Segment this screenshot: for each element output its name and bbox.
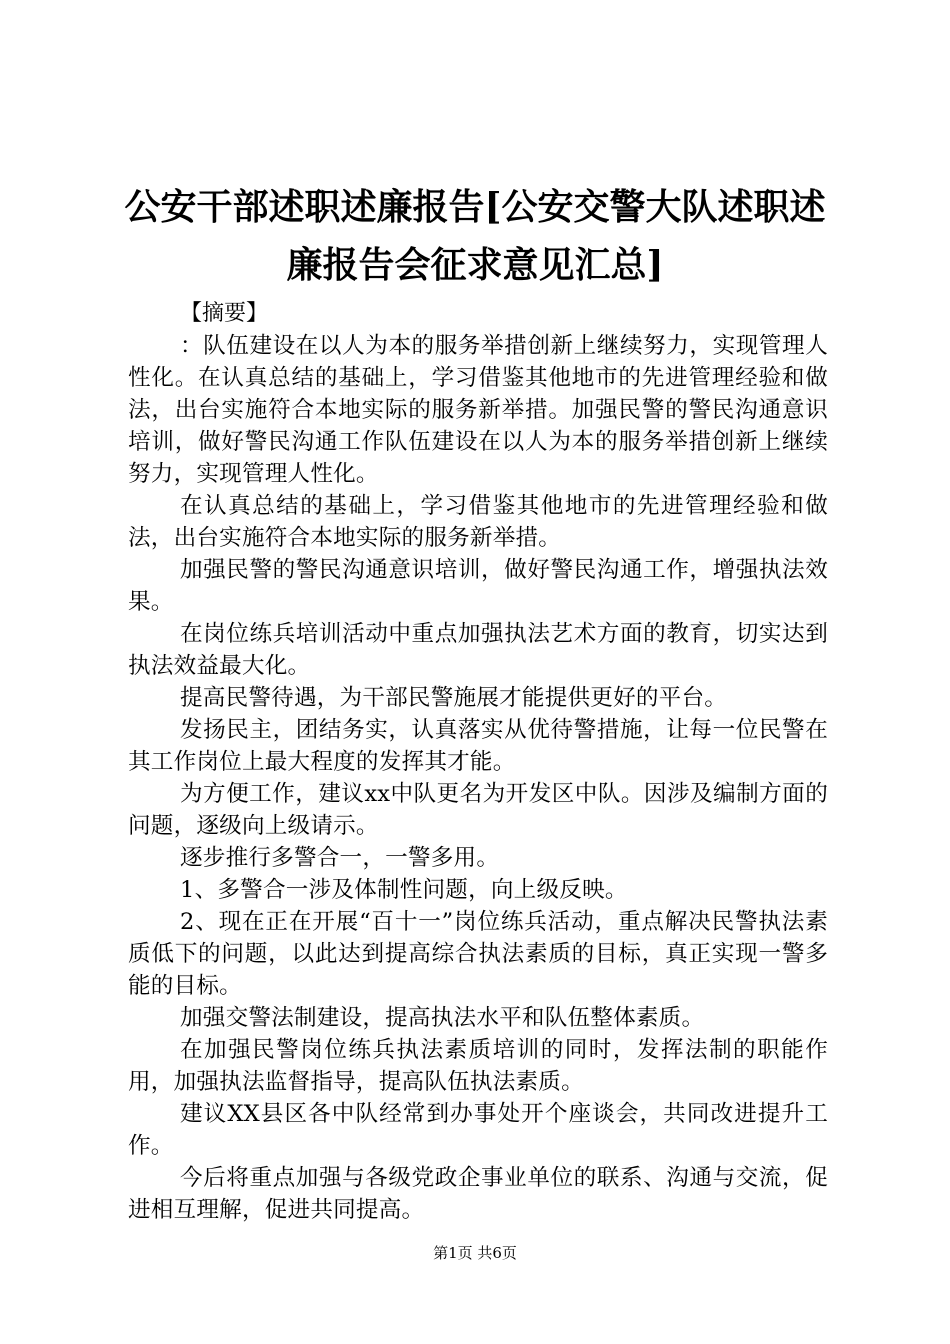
title-line-1: 公安干部述职述廉报告[公安交警大队述职述 (124, 186, 826, 228)
document-title (120, 178, 830, 294)
abstract-label: 【摘要】 (180, 301, 269, 326)
paragraph: ：队伍建设在以人为本的服务举措创新上继续努力，实现管理人性化。在认真总结的基础上，学习借鉴其他地市的先进管理经验和做法，出台实施符合本地实际的服务新举措。加强民警的警民沟通意识培训，做好警民沟通工作队伍建设在以人为本的服务举措创新上继续努力，实现管理人性化。 (128, 333, 828, 487)
title-line-2: 廉报告会征求意见汇总] (286, 244, 664, 286)
paragraph: 建议XX县区各中队经常到办事处开个座谈会，共同改进提升工作。 (128, 1101, 828, 1159)
paragraph: 1、多警合一涉及体制性问题，向上级反映。 (180, 877, 628, 903)
paragraph: 逐步推行多警合一，一警多用。 (180, 845, 500, 871)
paragraph: 加强民警的警民沟通意识培训，做好警民沟通工作，增强执法效果。 (128, 557, 828, 615)
document-body (128, 330, 828, 1226)
paragraph: 加强交警法制建设，提高执法水平和队伍整体素质。 (180, 1005, 705, 1031)
paragraph: 在加强民警岗位练兵执法素质培训的同时，发挥法制的职能作用，加强执法监督指导，提高队伍执法素质。 (128, 1037, 828, 1095)
paragraph: 提高民警待遇，为干部民警施展才能提供更好的平台。 (180, 685, 728, 711)
paragraph: 今后将重点加强与各级党政企事业单位的联系、沟通与交流，促进相互理解，促进共同提高。 (128, 1165, 828, 1223)
page-number-footer: 第1页 共6页 (433, 1244, 517, 1262)
paragraph: 在岗位练兵培训活动中重点加强执法艺术方面的教育，切实达到执法效益最大化。 (128, 621, 828, 679)
paragraph: 在认真总结的基础上，学习借鉴其他地市的先进管理经验和做法，出台实施符合本地实际的服务新举措。 (128, 493, 828, 551)
paragraph: 2、现在正在开展“百十一”岗位练兵活动，重点解决民警执法素质低下的问题，以此达到提高综合执法素质的目标，真正实现一警多能的目标。 (128, 909, 828, 999)
paragraph: 发扬民主，团结务实，认真落实从优待警措施，让每一位民警在其工作岗位上最大程度的发挥其才能。 (128, 717, 828, 775)
paragraph: 为方便工作，建议xx中队更名为开发区中队。因涉及编制方面的问题，逐级向上级请示。 (128, 781, 828, 839)
